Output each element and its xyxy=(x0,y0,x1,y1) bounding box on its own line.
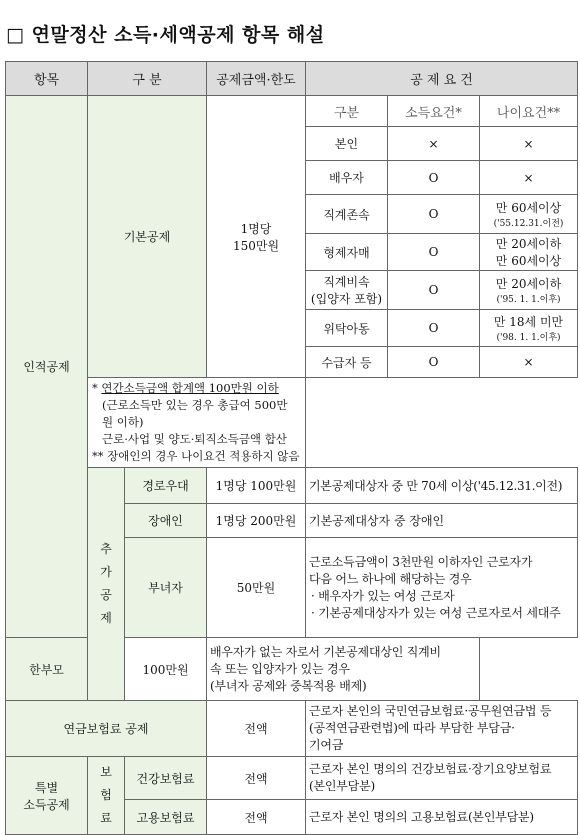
special-req xyxy=(306,757,578,800)
req-age-line2: ('55.12.31.이전) xyxy=(493,219,564,229)
basic-amount-line2: 150만원 xyxy=(232,238,280,253)
table-row xyxy=(6,468,578,504)
additional-name: 장애인 xyxy=(125,504,207,538)
req-age-line2: 만 60세이상 xyxy=(495,254,562,268)
note-1-text: 연간소득금액 합계액 100만원 이하 xyxy=(101,381,279,395)
special-name: 건강보험료 xyxy=(125,757,207,800)
insurance-char: 험 xyxy=(100,788,112,802)
req-age-line1: 만 20세이하 xyxy=(495,237,562,251)
pension-req xyxy=(306,701,578,757)
req-line: (본인부담분) xyxy=(309,779,375,793)
req-age xyxy=(480,195,578,234)
req-income: O xyxy=(388,161,480,195)
header-division: 구 분 xyxy=(88,62,207,96)
req-type: 수급자 등 xyxy=(306,347,388,378)
additional-req: 기본공제대상자 중 장애인 xyxy=(306,504,578,538)
table-header-row xyxy=(6,62,578,96)
req-age: × xyxy=(480,161,578,195)
req-type-line1: 직계비속 xyxy=(323,275,370,289)
note-1 xyxy=(92,380,301,397)
basic-deduction-label: 기본공제 xyxy=(88,96,207,378)
special-name: 고용보험료 xyxy=(125,800,207,835)
category-special-line1: 특별 xyxy=(34,780,59,795)
special-amount: 전액 xyxy=(207,800,306,835)
req-age: × xyxy=(480,127,578,161)
header-amount: 공제금액·한도 xyxy=(207,62,306,96)
additional-amount: 50만원 xyxy=(207,538,306,638)
note-2: (근로소득만 있는 경우 총급여 500만 원 이하) xyxy=(102,398,288,429)
req-line: · 배우자가 있는 여성 근로자 xyxy=(311,588,455,603)
additional-amount: 1명당 100만원 xyxy=(207,468,306,504)
pension-label: 연금보험료 공제 xyxy=(6,701,207,757)
additional-deduction-label xyxy=(88,468,125,701)
req-age xyxy=(480,234,578,271)
req-line: 다음 어느 하나에 해당하는 경우 xyxy=(309,571,472,586)
notes-row xyxy=(6,378,578,468)
req-age-line1: 만 20세이하 xyxy=(495,277,562,291)
req-line: 근로자 본인 명의의 건강보험료·장기요양보험료 xyxy=(309,762,552,776)
req-income: O xyxy=(388,271,480,310)
req-income: O xyxy=(388,347,480,378)
req-age xyxy=(480,271,578,310)
note-1-marker: * xyxy=(92,381,102,395)
additional-char: 제 xyxy=(100,611,112,625)
req-income: O xyxy=(388,234,480,271)
special-amount: 전액 xyxy=(207,757,306,800)
req-type xyxy=(306,271,388,310)
req-income: O xyxy=(388,310,480,347)
table-row xyxy=(6,96,578,127)
req-age: × xyxy=(480,347,578,378)
additional-req xyxy=(306,538,578,638)
header-item: 항목 xyxy=(6,62,88,96)
req-type: 위탁아동 xyxy=(306,310,388,347)
pension-amount: 전액 xyxy=(207,701,306,757)
category-special-line2: 소득공제 xyxy=(23,797,70,812)
req-header-type: 구분 xyxy=(306,96,388,127)
additional-char: 추 xyxy=(100,542,112,556)
req-age-line2: ('98. 1. 1.이후) xyxy=(496,333,561,343)
header-requirements: 공 제 요 건 xyxy=(306,62,578,96)
additional-req xyxy=(207,638,480,701)
req-header-income: 소득요건* xyxy=(388,96,480,127)
req-line: 근로자 본인의 국민연금보험료·공무원연금법 등 xyxy=(309,704,552,718)
note-4: ** 장애인의 경우 나이요건 적용하지 않음 xyxy=(92,449,300,463)
category-personal: 인적공제 xyxy=(6,96,88,638)
req-line: (공적연금관련법)에 따라 부담한 부담금· xyxy=(309,721,515,735)
basic-amount-line1: 1명당 xyxy=(240,221,272,236)
req-line: 기여금 xyxy=(309,738,344,752)
basic-notes xyxy=(88,378,306,468)
req-line: (부녀자 공제와 중복적용 배제) xyxy=(210,678,367,693)
req-income: O xyxy=(388,195,480,234)
table-row xyxy=(6,701,578,757)
additional-name: 경로우대 xyxy=(125,468,207,504)
req-age xyxy=(480,310,578,347)
basic-amount xyxy=(207,96,306,378)
req-line: 배우자가 없는 자로서 기본공제대상인 직계비 xyxy=(210,644,441,659)
deduction-table xyxy=(5,61,578,835)
req-age-line1: 만 60세이상 xyxy=(495,201,562,215)
additional-amount: 100만원 xyxy=(125,638,207,701)
additional-char: 공 xyxy=(100,588,112,602)
req-line: · 기본공제대상자가 있는 여성 근로자로서 세대주 xyxy=(311,605,561,620)
req-line: 속 또는 입양자가 있는 경우 xyxy=(210,661,350,676)
additional-req: 기본공제대상자 중 만 70세 이상('45.12.31.이전) xyxy=(306,468,578,504)
req-type-line2: (입양자 포함) xyxy=(310,292,383,306)
insurance-char: 료 xyxy=(100,811,112,825)
req-type: 배우자 xyxy=(306,161,388,195)
note-3: 근로·사업 및 양도·퇴직소득금액 합산 xyxy=(102,432,287,446)
req-type: 본인 xyxy=(306,127,388,161)
additional-name: 부녀자 xyxy=(125,538,207,638)
insurance-char: 보 xyxy=(100,765,112,779)
req-header-age: 나이요건** xyxy=(480,96,578,127)
req-line: 근로소득금액이 3천만원 이하자인 근로자가 xyxy=(309,554,533,569)
req-age-line2: ('95. 1. 1.이후) xyxy=(496,295,561,305)
req-type: 형제자매 xyxy=(306,234,388,271)
req-income: × xyxy=(388,127,480,161)
table-row xyxy=(6,757,578,800)
additional-char: 가 xyxy=(100,565,112,579)
req-age-line1: 만 18세 미만 xyxy=(493,315,564,329)
page-title: □ 연말정산 소득·세액공제 항목 해설 xyxy=(6,24,325,46)
req-type: 직계존속 xyxy=(306,195,388,234)
additional-amount: 1명당 200만원 xyxy=(207,504,306,538)
special-req: 근로자 본인 명의의 고용보험료(본인부담분) xyxy=(306,800,578,835)
additional-name: 한부모 xyxy=(6,638,88,701)
